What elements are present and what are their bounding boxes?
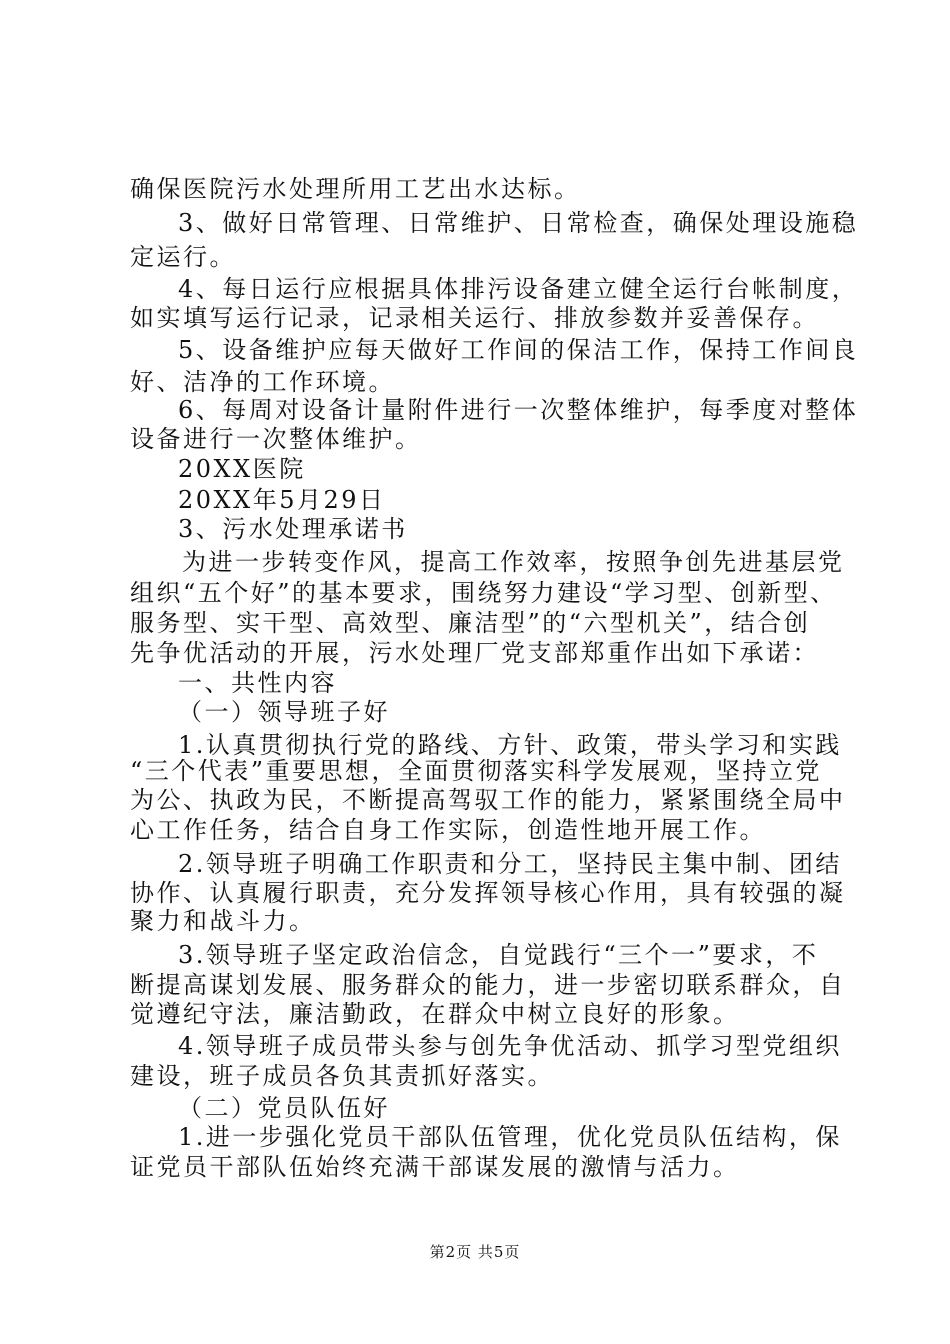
text-line: 20XX年5月29日: [178, 486, 386, 514]
text-line: 3、污水处理承诺书: [178, 515, 408, 543]
text-line: 1.进一步强化党员干部队伍管理，优化党员队伍结构，保: [178, 1123, 842, 1151]
text-line: 协作、认真履行职责，充分发挥领导核心作用，具有较强的凝: [130, 879, 846, 907]
text-line: 建设，班子成员各负其责抓好落实。: [130, 1062, 554, 1090]
text-line: 设备进行一次整体维护。: [130, 425, 422, 453]
text-line: 好、洁净的工作环境。: [130, 368, 395, 396]
text-line: 4.领导班子成员带头参与创先争优活动、抓学习型党组织: [178, 1032, 842, 1060]
text-line: 为公、执政为民，不断提高驾驭工作的能力，紧紧围绕全局中: [130, 786, 846, 814]
page-footer: 第2页 共5页: [429, 1243, 521, 1261]
text-line: （二）党员队伍好: [178, 1094, 390, 1122]
text-line: 聚力和战斗力。: [130, 907, 316, 935]
text-line: “三个代表”重要思想，全面贯彻落实科学发展观，坚持立党: [130, 757, 823, 785]
text-line: 1.认真贯彻执行党的路线、方针、政策，带头学习和实践: [178, 731, 842, 759]
text-line: 5、设备维护应每天做好工作间的保洁工作，保持工作间良: [178, 336, 859, 364]
text-line: 确保医院污水处理所用工艺出水达标。: [130, 175, 581, 203]
text-line: （一）领导班子好: [178, 698, 390, 726]
text-line: 3、做好日常管理、日常维护、日常检查，确保处理设施稳: [178, 209, 859, 237]
text-line: 定运行。: [130, 243, 236, 271]
text-line: 3.领导班子坚定政治信念，自觉践行“三个一”要求，不: [178, 941, 819, 969]
text-line: 组织“五个好”的基本要求，围绕努力建设“学习型、创新型、: [130, 579, 837, 607]
text-line: 2.领导班子明确工作职责和分工，坚持民主集中制、团结: [178, 850, 842, 878]
text-line: 4、每日运行应根据具体排污设备建立健全运行台帐制度，: [178, 275, 859, 303]
text-line: 心工作任务，结合自身工作实际，创造性地开展工作。: [130, 816, 766, 844]
text-line: 觉遵纪守法，廉洁勤政，在群众中树立良好的形象。: [130, 1000, 740, 1028]
text-line: 证党员干部队伍始终充满干部谋发展的激情与活力。: [130, 1153, 740, 1181]
text-line: 20XX医院: [178, 455, 306, 483]
text-line: 为进一步转变作风，提高工作效率，按照争创先进基层党: [182, 548, 845, 576]
text-line: 一、共性内容: [178, 669, 337, 697]
text-line: 先争优活动的开展，污水处理厂党支部郑重作出如下承诺：: [130, 639, 819, 667]
text-line: 6、每周对设备计量附件进行一次整体维护，每季度对整体: [178, 396, 859, 424]
text-line: 如实填写运行记录，记录相关运行、排放参数并妥善保存。: [130, 304, 819, 332]
text-line: 断提高谋划发展、服务群众的能力，进一步密切联系群众，自: [130, 971, 846, 999]
text-line: 服务型、实干型、高效型、廉洁型”的“六型机关”，结合创: [130, 609, 811, 637]
